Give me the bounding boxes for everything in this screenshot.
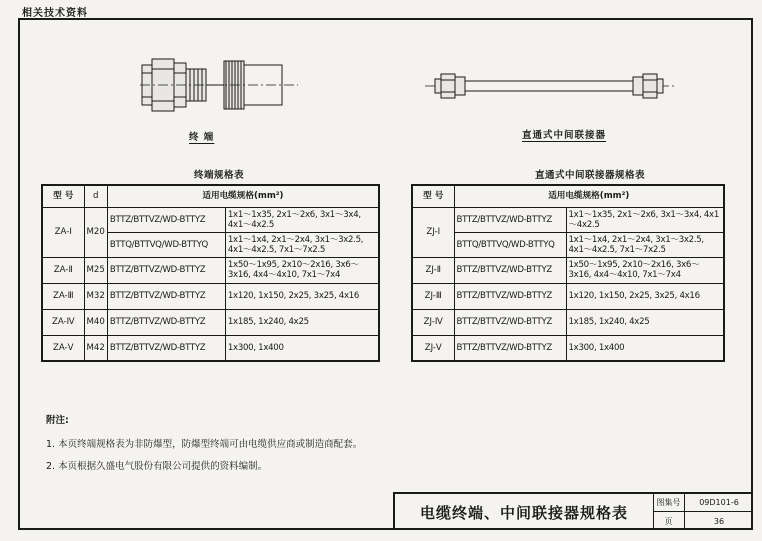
drawing-title: 电缆终端、中间联接器规格表	[395, 494, 654, 530]
connector-spec-table	[411, 184, 725, 362]
table-cell-spec: 1x120, 1x150, 2x25, 3x25, 4x16	[566, 283, 724, 309]
col-header-model: 型 号	[42, 185, 84, 207]
table-cell-standard: BTTQ/BTTVQ/WD-BTTYQ	[454, 232, 566, 257]
connector-table-title: 直通式中间联接器规格表	[535, 170, 646, 181]
table-cell-standard: BTTZ/BTTVZ/WD-BTTYZ	[107, 207, 225, 232]
table-cell-spec: 1x1～1x35, 2x1～2x6, 3x1～3x4, 4x1～4x2.5	[225, 207, 379, 232]
table-cell-spec: 1x1～1x35, 2x1～2x6, 3x1～3x4, 4x1～4x2.5	[566, 207, 724, 232]
page-label: 页	[653, 512, 685, 530]
col-header-d: d	[84, 185, 107, 207]
col-header-spec: 适用电缆规格(mm²)	[107, 185, 379, 207]
table-cell-d: M32	[84, 283, 107, 309]
note-item: 2. 本页根据久盛电气股份有限公司提供的资料编制。	[46, 461, 268, 472]
table-cell-spec: 1x300, 1x400	[225, 335, 379, 361]
table-cell-standard: BTTZ/BTTVZ/WD-BTTYZ	[107, 309, 225, 335]
table-cell-spec: 1x120, 1x150, 2x25, 3x25, 4x16	[225, 283, 379, 309]
terminal-caption: 终 端	[189, 132, 215, 143]
table-cell-model: ZJ-Ⅴ	[412, 335, 454, 361]
terminal-spec-table	[41, 184, 380, 362]
note-item: 1. 本页终端规格表为非防爆型，防爆型终端可由电缆供应商或制造商配套。	[46, 439, 363, 450]
table-cell-standard: BTTZ/BTTVZ/WD-BTTYZ	[454, 257, 566, 283]
header-label: 相关技术资料	[22, 8, 88, 19]
connector-drawing	[425, 68, 675, 104]
col-header-model: 型 号	[412, 185, 454, 207]
col-header-spec: 适用电缆规格(mm²)	[454, 185, 724, 207]
table-cell-spec: 1x185, 1x240, 4x25	[225, 309, 379, 335]
table-cell-standard: BTTQ/BTTVQ/WD-BTTYQ	[107, 232, 225, 257]
table-cell-standard: BTTZ/BTTVZ/WD-BTTYZ	[107, 283, 225, 309]
notes	[46, 412, 362, 480]
table-cell-standard: BTTZ/BTTVZ/WD-BTTYZ	[454, 283, 566, 309]
table-cell-model: ZJ-Ⅳ	[412, 309, 454, 335]
table-cell-model: ZJ-Ⅲ	[412, 283, 454, 309]
table-cell-model: ZJ-Ⅱ	[412, 257, 454, 283]
title-block	[393, 492, 753, 530]
table-cell-model: ZA-Ⅱ	[42, 257, 84, 283]
notes-title: 附注:	[46, 415, 69, 426]
table-cell-standard: BTTZ/BTTVZ/WD-BTTYZ	[107, 335, 225, 361]
table-cell-model: ZA-Ⅴ	[42, 335, 84, 361]
connector-caption: 直通式中间联接器	[522, 130, 607, 141]
terminal-table-title: 终端规格表	[194, 170, 245, 181]
table-cell-spec: 1x300, 1x400	[566, 335, 724, 361]
table-cell-spec: 1x50～1x95, 2x10～2x16, 3x6～3x16, 4x4～4x10, 7x1～7x4	[225, 257, 379, 283]
table-cell-model: ZJ-Ⅰ	[412, 207, 454, 257]
table-cell-spec: 1x50～1x95, 2x10～2x16, 3x6～3x16, 4x4～4x10, 7x1～7x4	[566, 257, 724, 283]
table-cell-d: M20	[84, 207, 107, 257]
table-cell-standard: BTTZ/BTTVZ/WD-BTTYZ	[454, 335, 566, 361]
table-cell-d: M25	[84, 257, 107, 283]
table-cell-spec: 1x1～1x4, 2x1～2x4, 3x1～3x2.5, 4x1～4x2.5, 7x1～7x2.5	[566, 232, 724, 257]
table-cell-model: ZA-Ⅰ	[42, 207, 84, 257]
table-cell-d: M40	[84, 309, 107, 335]
atlas-no-value: 09D101-6	[685, 494, 753, 512]
atlas-no-label: 图集号	[653, 494, 685, 512]
table-cell-spec: 1x185, 1x240, 4x25	[566, 309, 724, 335]
page-number: 36	[713, 516, 725, 526]
table-cell-standard: BTTZ/BTTVZ/WD-BTTYZ	[107, 257, 225, 283]
table-cell-model: ZA-Ⅲ	[42, 283, 84, 309]
table-cell-standard: BTTZ/BTTVZ/WD-BTTYZ	[454, 309, 566, 335]
table-cell-model: ZA-Ⅳ	[42, 309, 84, 335]
table-cell-standard: BTTZ/BTTVZ/WD-BTTYZ	[454, 207, 566, 232]
table-cell-d: M42	[84, 335, 107, 361]
terminal-drawing	[140, 55, 300, 125]
table-cell-spec: 1x1～1x4, 2x1～2x4, 3x1～3x2.5, 4x1～4x2.5, 7x1～7x2.5	[225, 232, 379, 257]
